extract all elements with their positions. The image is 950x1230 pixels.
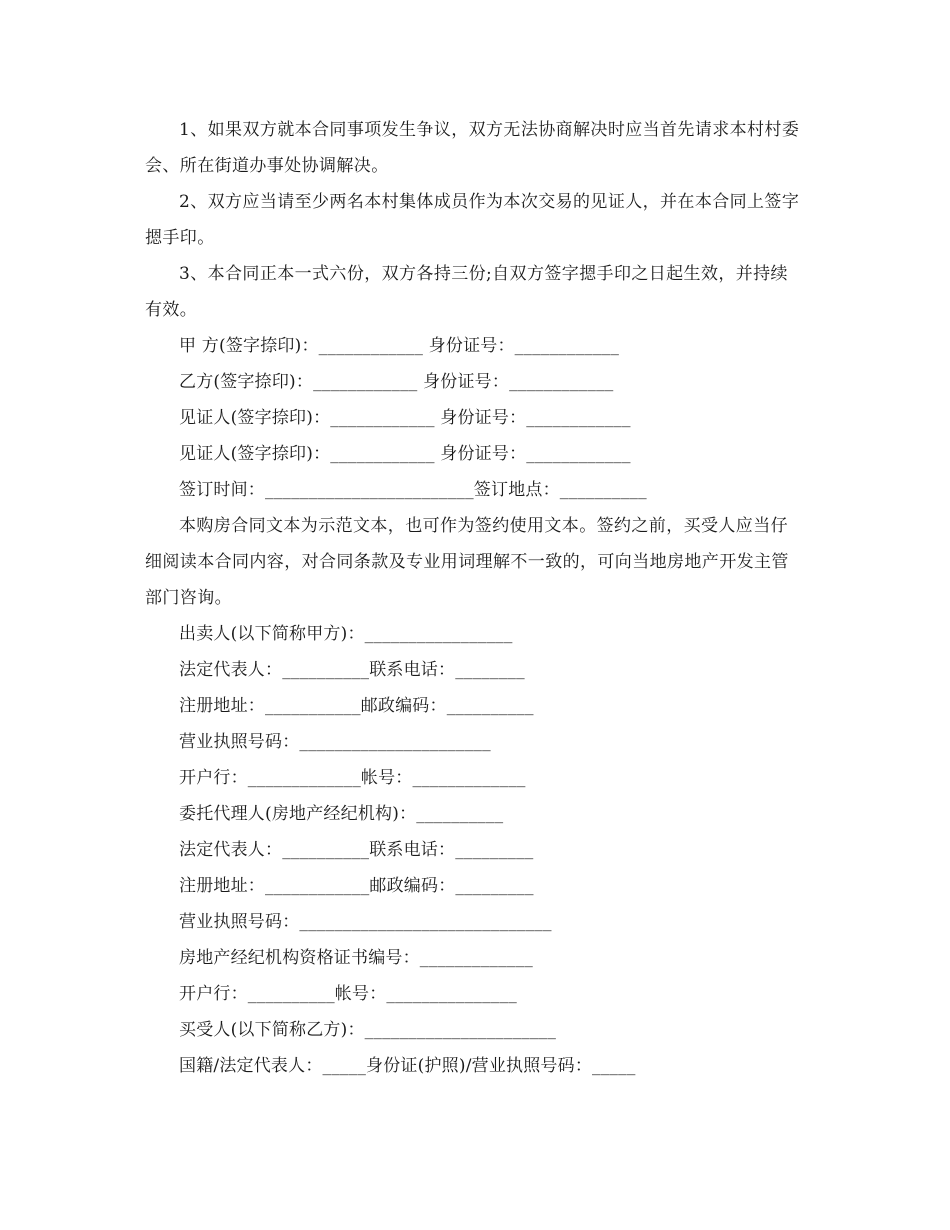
signature-line-party-b: 乙方(签字捺印)：____________ 身份证号：____________ (179, 372, 614, 392)
agent-address-line: 注册地址：____________邮政编码：_________ (179, 876, 534, 896)
seller-license-line: 营业执照号码：______________________ (179, 732, 491, 752)
seller-bank-line: 开户行：_____________帐号：_____________ (179, 768, 526, 788)
agent-license-line: 营业执照号码：_____________________________ (179, 912, 552, 932)
seller-address-line: 注册地址：___________邮政编码：__________ (179, 696, 534, 716)
agent-bank-line: 开户行：__________帐号：_______________ (179, 984, 517, 1004)
seller-line: 出卖人(以下简称甲方)：_________________ (179, 624, 513, 644)
agent-line: 委托代理人(房地产经纪机构)：__________ (179, 804, 504, 824)
clause-witnesses: 2、双方应当请至少两名本村集体成员作为本次交易的见证人，并在本合同上签字摁手印。 (145, 192, 800, 248)
buyer-line: 买受人(以下简称乙方)：______________________ (179, 1020, 557, 1040)
contract-page (145, 112, 805, 1084)
signature-line-witness-2: 见证人(签字捺印)：____________ 身份证号：____________ (179, 444, 631, 464)
clause-dispute-resolution: 1、如果双方就本合同事项发生争议，双方无法协商解决时应当首先请求本村村委会、所在街道办事处协调解决。 (145, 120, 800, 176)
template-notice-paragraph: 本购房合同文本为示范文本，也可作为签约使用文本。签约之前，买受人应当仔细阅读本合同内容，对合同条款及专业用词理解不一致的，可向当地房地产开发主管部门咨询。 (145, 516, 789, 608)
agent-certificate-line: 房地产经纪机构资格证书编号：_____________ (179, 948, 533, 968)
signature-line-witness-1: 见证人(签字捺印)：____________ 身份证号：____________ (179, 408, 631, 428)
buyer-nationality-line: 国籍/法定代表人：_____身份证(护照)/营业执照号码：_____ (179, 1056, 636, 1076)
clause-copies: 3、本合同正本一式六份，双方各持三份;自双方签字摁手印之日起生效，并持续有效。 (145, 264, 788, 320)
signature-line-party-a: 甲 方(签字捺印)：____________ 身份证号：____________ (179, 336, 620, 356)
signing-time-place-line: 签订时间：________________________签订地点：__________ (179, 480, 647, 500)
agent-legal-rep-line: 法定代表人：__________联系电话：_________ (179, 840, 534, 860)
seller-legal-rep-line: 法定代表人：__________联系电话：________ (179, 660, 525, 680)
